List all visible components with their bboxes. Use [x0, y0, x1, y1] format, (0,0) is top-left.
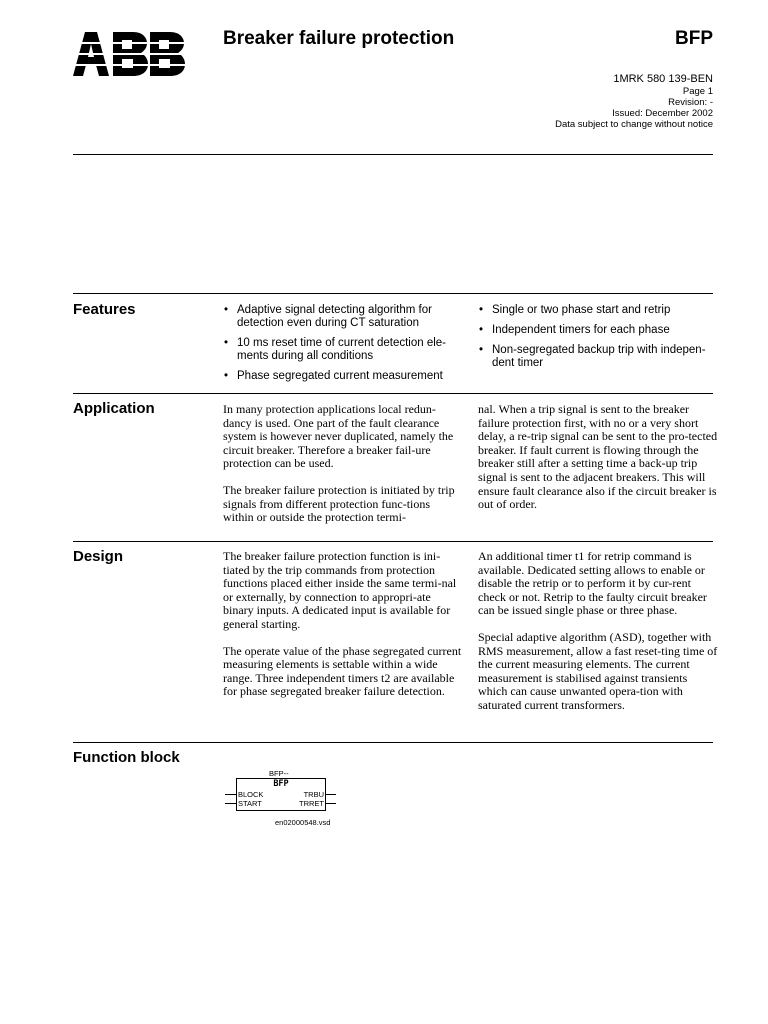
document-number: 1MRK 580 139-BEN	[613, 73, 713, 85]
block-name: BFP	[273, 779, 289, 789]
page-number: Page 1	[682, 86, 713, 97]
application-text-right	[478, 403, 718, 525]
paragraph: An additional timer t1 for retrip command is available. Dedicated setting allows to enable or disable the retrip or to perform it by cur-rent check or not. Retrip to the faulty circuit breaker can be issued single phase or three phase.	[478, 549, 707, 618]
paragraph: The breaker failure protection function is ini-tiated by the trip commands from protection functions placed either inside the same termi-nal or externally, by connection to appropri-ate binary inputs. A dedicated input is available for general starting.	[223, 549, 457, 631]
feature-item: • Phase segregated current measurement	[222, 370, 457, 383]
page-title: Breaker failure protection	[223, 28, 455, 49]
input-start: START	[238, 799, 262, 808]
paragraph: nal. When a trip signal is sent to the breaker failure protection first, with no or a very short delay, a re-trip signal can be sent to the pro-tected breaker. If fault current is flowing through the breaker still after a setting time a back-up trip signal is sent to the adjacent breakers. This will ensure fault clearance also if the circuit breaker is out of order.	[478, 402, 718, 512]
design-text-right	[478, 550, 718, 726]
feature-item: • Non-segregated backup trip with indepen-dent timer	[477, 344, 715, 370]
feature-item: • Single or two phase start and retrip	[477, 304, 715, 317]
header-divider	[73, 154, 713, 155]
function-block-diagram	[236, 778, 326, 811]
paragraph: In many protection applications local redun-dancy is used. One part of the fault clearance system is however never duplicated, namely the circuit breaker. Therefore a breaker fail-ure protection can be used.	[223, 402, 454, 471]
features-list-right	[477, 304, 715, 377]
design-heading: Design	[73, 548, 124, 565]
features-list-left	[222, 304, 457, 390]
section-divider	[73, 293, 713, 294]
revision: Revision: -	[668, 97, 713, 108]
abb-logo	[73, 32, 185, 76]
section-divider	[73, 742, 713, 743]
section-divider	[73, 393, 713, 394]
design-text-left	[223, 550, 463, 712]
function-code: BFP	[675, 28, 713, 49]
document-meta	[555, 73, 713, 130]
output-wire	[325, 794, 336, 795]
paragraph: The breaker failure protection is initiated by trip signals from different protection func-tions within or outside the protection termi-	[223, 482, 455, 525]
output-trret: TRRET	[299, 799, 324, 808]
paragraph: The operate value of the phase segregated current measuring elements is settable within a wide range. Three independent timers t2 are available for phase segregated breaker failure detection.	[223, 643, 462, 699]
function-block-heading: Function block	[73, 749, 180, 766]
output-wire	[325, 803, 336, 804]
paragraph: Special adaptive algorithm (ASD), together with RMS measurement, allow a fast reset-ting time of the current measuring elements. The current measurement is stabilised against transients which can cause unwanted opera-tion with saturated current transformers.	[478, 629, 718, 712]
issue-date: Issued: December 2002	[612, 108, 713, 119]
feature-item: • 10 ms reset time of current detection ele-ments during all conditions	[222, 337, 457, 363]
features-heading: Features	[73, 301, 136, 318]
feature-item: • Independent timers for each phase	[477, 324, 715, 337]
diagram-filename: en02000548.vsd	[275, 818, 331, 827]
output-trbu: TRBU	[303, 790, 324, 799]
application-text-left	[223, 403, 463, 538]
feature-item: • Adaptive signal detecting algorithm for detection even during CT saturation	[222, 304, 457, 330]
input-wire	[225, 794, 236, 795]
block-instance-label: BFP--	[269, 769, 289, 778]
input-block: BLOCK	[238, 790, 264, 799]
input-wire	[225, 803, 236, 804]
application-heading: Application	[73, 400, 155, 417]
change-notice: Data subject to change without notice	[555, 119, 713, 130]
section-divider	[73, 541, 713, 542]
